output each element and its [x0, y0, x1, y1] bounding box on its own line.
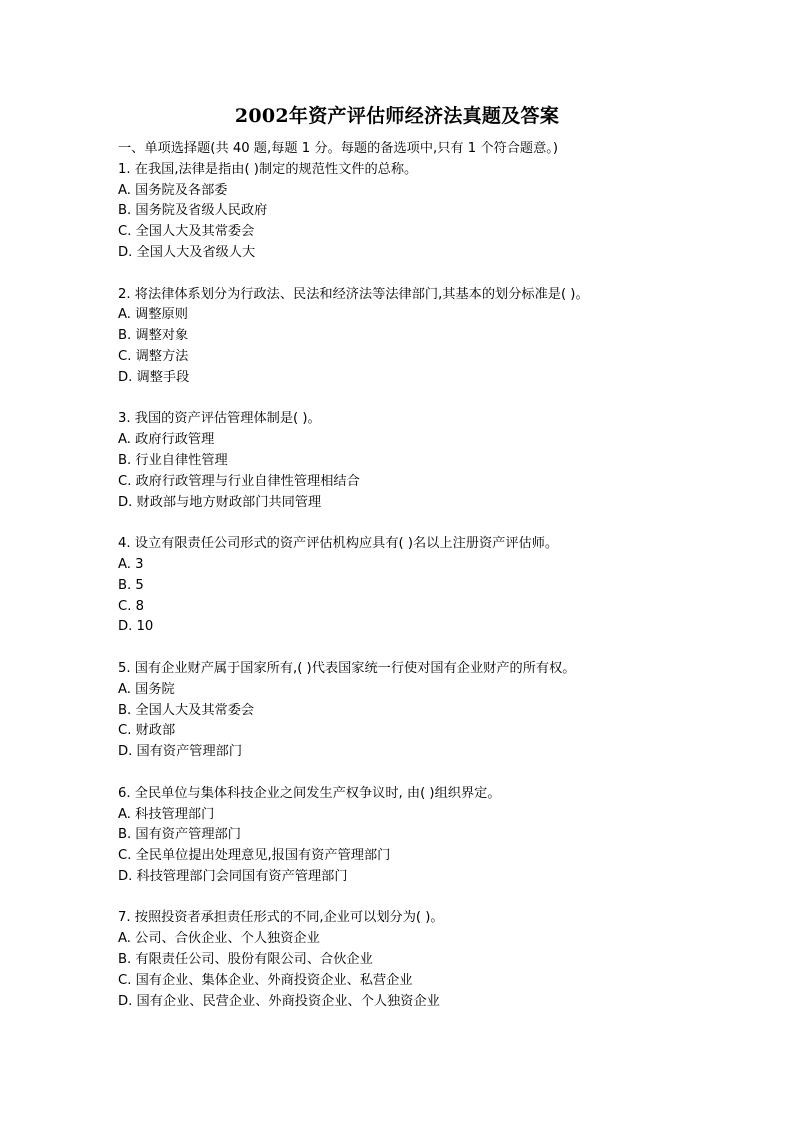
section-heading: 一、单项选择题(共 40 题,每题 1 分。每题的备选项中,只有 1 个符合题意。) [118, 141, 559, 156]
option-b: B. 行业自律性管理 [118, 452, 228, 468]
question-3 [118, 409, 778, 513]
option-a: A. 科技管理部门 [118, 806, 215, 822]
question-stem: 1. 在我国,法律是指由( )制定的规范性文件的总称。 [118, 161, 418, 177]
question-stem: 3. 我国的资产评估管理体制是( )。 [118, 411, 321, 427]
option-d: D. 调整手段 [118, 369, 190, 385]
option-d: D. 国有资产管理部门 [118, 744, 243, 760]
option-b: B. 全国人大及其常委会 [118, 702, 255, 718]
spacer [118, 638, 778, 659]
option-c: C. 全国人大及其常委会 [118, 224, 255, 240]
option-d: D. 国有企业、民营企业、外商投资企业、个人独资企业 [118, 993, 440, 1009]
option-b: B. 调整对象 [118, 328, 189, 344]
document-title: 2002年资产评估师经济法真题及答案 [234, 105, 560, 127]
option-c: C. 财政部 [118, 723, 176, 739]
question-stem: 5. 国有企业财产属于国家所有,( )代表国家统一行使对国有企业财产的所有权。 [118, 660, 576, 676]
spacer [118, 264, 778, 285]
question-6 [118, 784, 778, 888]
question-1 [118, 160, 778, 264]
question-2 [118, 285, 778, 389]
option-b: B. 5 [118, 577, 144, 593]
option-a: A. 调整原则 [118, 307, 188, 323]
option-d: D. 10 [118, 619, 154, 635]
option-a: A. 3 [118, 556, 144, 572]
option-c: C. 调整方法 [118, 348, 189, 364]
spacer [118, 763, 778, 784]
option-b: B. 国有资产管理部门 [118, 827, 241, 843]
option-c: C. 全民单位提出处理意见,报国有资产管理部门 [118, 848, 391, 864]
option-c: C. 国有企业、集体企业、外商投资企业、私营企业 [118, 972, 413, 988]
question-stem: 7. 按照投资者承担责任形式的不同,企业可以划分为( )。 [118, 910, 444, 926]
option-b: B. 有限责任公司、股份有限公司、合伙企业 [118, 952, 373, 968]
option-a: A. 政府行政管理 [118, 432, 215, 448]
option-d: D. 科技管理部门会同国有资产管理部门 [118, 868, 348, 884]
question-4 [118, 534, 778, 638]
question-5 [118, 659, 778, 763]
document-body [118, 139, 778, 1012]
option-a: A. 公司、合伙企业、个人独资企业 [118, 931, 320, 947]
question-stem: 4. 设立有限责任公司形式的资产评估机构应具有( )名以上注册资产评估师。 [118, 536, 559, 552]
option-d: D. 财政部与地方财政部门共同管理 [118, 494, 322, 510]
option-c: C. 政府行政管理与行业自律性管理相结合 [118, 473, 360, 489]
question-stem: 6. 全民单位与集体科技企业之间发生产权争议时, 由( )组织界定。 [118, 785, 501, 801]
spacer [118, 513, 778, 534]
option-a: A. 国务院 [118, 681, 175, 697]
spacer [118, 389, 778, 410]
question-stem: 2. 将法律体系划分为行政法、民法和经济法等法律部门,其基本的划分标准是( )。 [118, 286, 589, 302]
question-7 [118, 908, 778, 1012]
spacer [118, 888, 778, 909]
option-d: D. 全国人大及省级人大 [118, 244, 256, 260]
option-c: C. 8 [118, 598, 144, 614]
option-a: A. 国务院及各部委 [118, 182, 228, 198]
option-b: B. 国务院及省级人民政府 [118, 203, 268, 219]
